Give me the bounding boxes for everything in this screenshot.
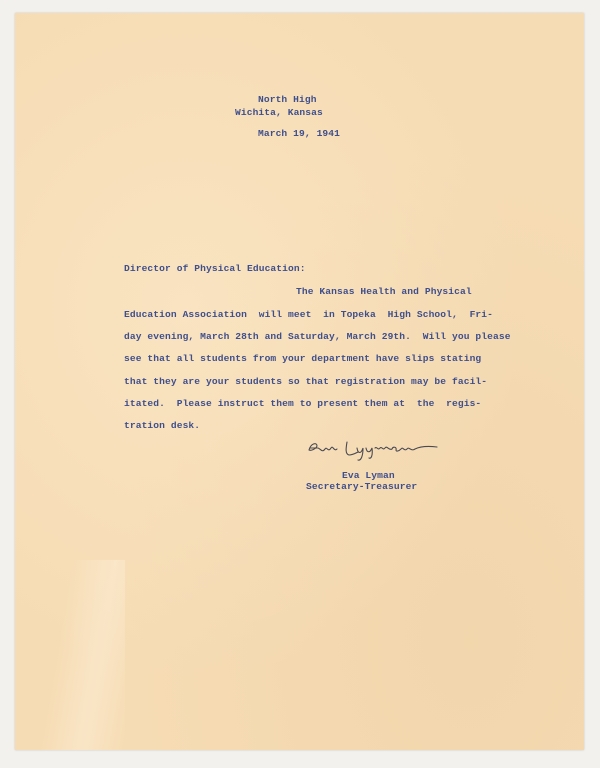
body-line-2: Education Association will meet in Topeka High School, Fri- bbox=[124, 309, 494, 320]
school-name: North High bbox=[258, 94, 317, 105]
body-line-3: day evening, March 28th and Saturday, March 29th. Will you please bbox=[124, 331, 511, 342]
body-line-4: see that all students from your department have slips stating bbox=[124, 353, 482, 364]
body-line-6: itated. Please instruct them to present them at the regis- bbox=[124, 398, 482, 409]
signer-title: Secretary-Treasurer bbox=[306, 481, 418, 492]
body-line-5: that they are your students so that registration may be facil- bbox=[124, 376, 488, 387]
handwritten-signature bbox=[303, 434, 443, 462]
body-line-1: The Kansas Health and Physical bbox=[296, 286, 472, 297]
signer-name: Eva Lyman bbox=[342, 470, 395, 481]
salutation: Director of Physical Education: bbox=[124, 263, 306, 274]
body-line-7: tration desk. bbox=[124, 420, 201, 431]
letter-date: March 19, 1941 bbox=[258, 128, 341, 139]
school-city: Wichita, Kansas bbox=[235, 107, 323, 118]
